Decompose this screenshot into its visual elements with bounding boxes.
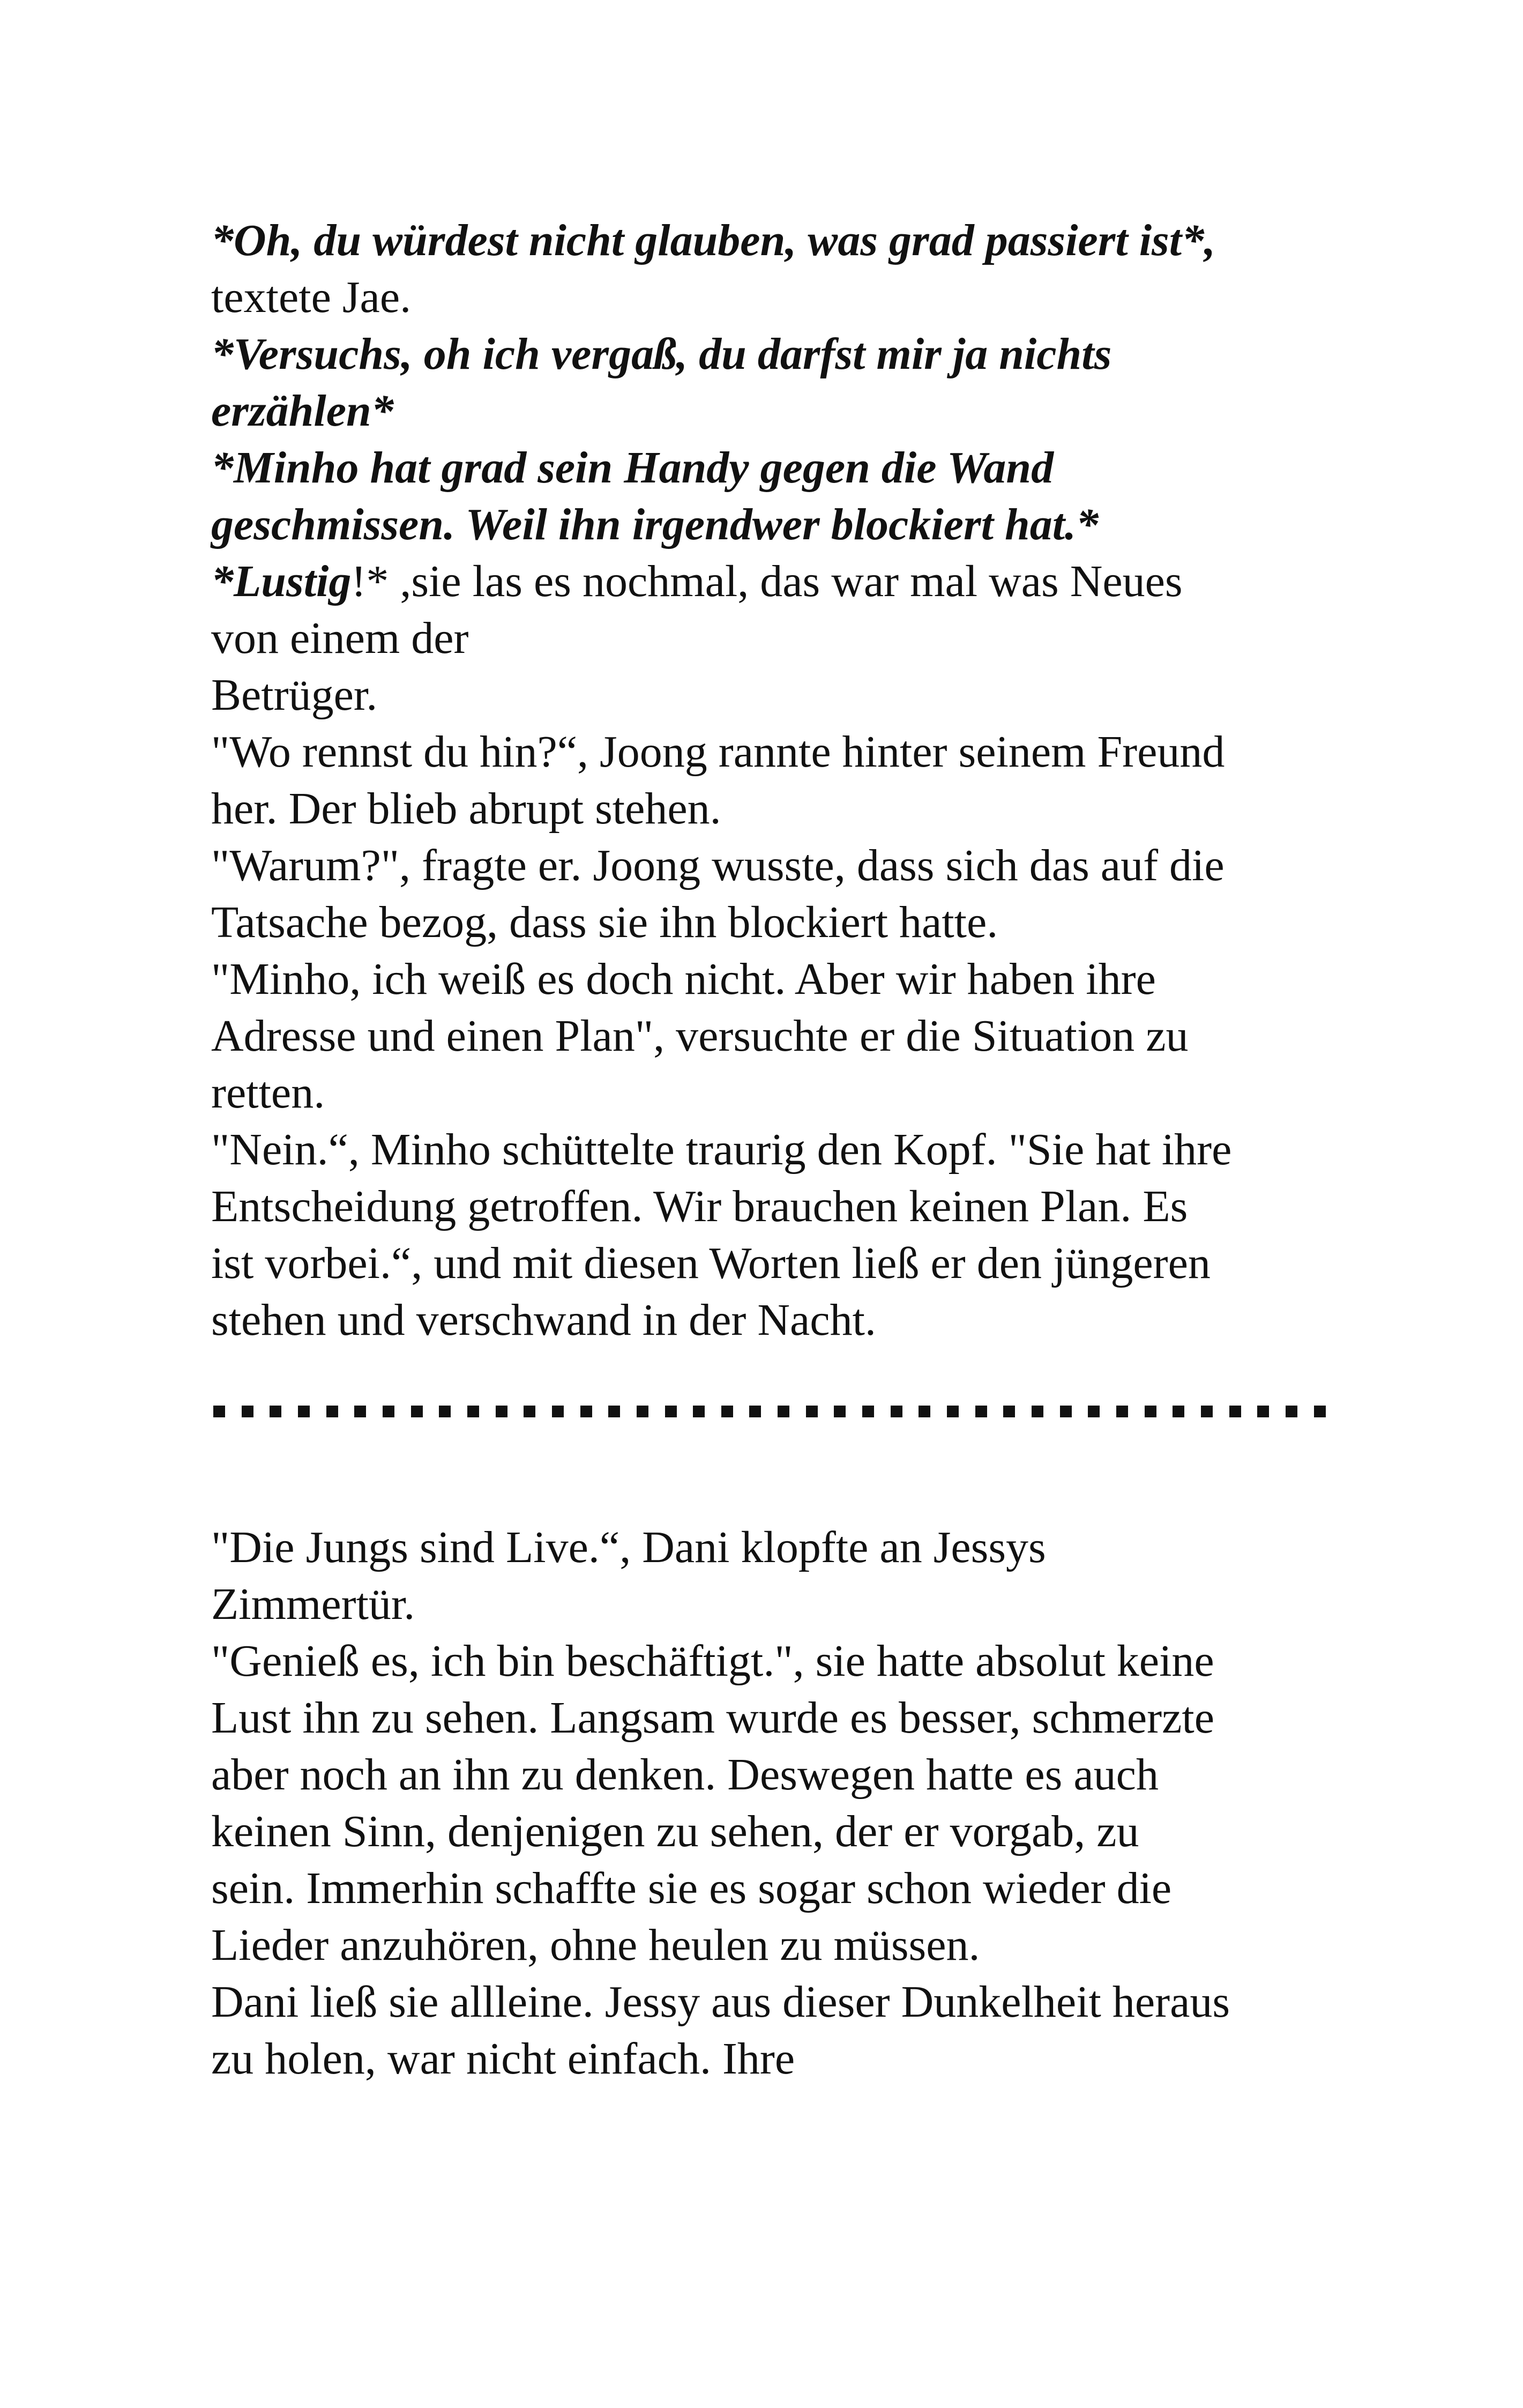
- separator-square: [637, 1406, 648, 1417]
- separator-square: [439, 1406, 451, 1417]
- separator-square: [947, 1406, 959, 1417]
- text-line: retten.: [211, 1068, 325, 1118]
- text-line: "Warum?", fragte er. Joong wusste, dass sich das auf die: [211, 841, 1225, 890]
- separator-square: [467, 1406, 479, 1417]
- separator-square: [778, 1406, 789, 1417]
- text-line: sein. Immerhin schaffte sie es sogar schon wieder die: [211, 1863, 1172, 1913]
- separator-square: [298, 1406, 310, 1417]
- text-line: *Oh, du würdest nicht glauben, was grad passiert ist*,: [211, 215, 1216, 265]
- text-line: stehen und verschwand in der Nacht.: [211, 1295, 876, 1345]
- separator-square: [411, 1406, 423, 1417]
- text-line: Lust ihn zu sehen. Langsam wurde es besser, schmerzte: [211, 1693, 1215, 1743]
- separator-square: [383, 1406, 394, 1417]
- separator-square: [693, 1406, 705, 1417]
- text-line: Tatsache bezog, dass sie ihn blockiert hatte.: [211, 897, 998, 947]
- separator-square: [496, 1406, 507, 1417]
- separator-square: [1314, 1406, 1326, 1417]
- separator-square: [665, 1406, 677, 1417]
- text-line: keinen Sinn, denjenigen zu sehen, der er vorgab, zu: [211, 1807, 1139, 1856]
- text-line: "Nein.“, Minho schüttelte traurig den Kopf. "Sie hat ihre: [211, 1125, 1232, 1175]
- document-page: [211, 212, 1326, 2087]
- text-line: Adresse und einen Plan", versuchte er die Situation zu: [211, 1011, 1189, 1061]
- text-section-2: [211, 1519, 1326, 2087]
- separator-square: [862, 1406, 874, 1417]
- text-line: Dani ließ sie allleine. Jessy aus dieser Dunkelheit heraus: [211, 1977, 1230, 2027]
- text-line: Entscheidung getroffen. Wir brauchen keinen Plan. Es: [211, 1181, 1188, 1231]
- text-line: erzählen*: [211, 386, 394, 436]
- separator-square: [1060, 1406, 1072, 1417]
- separator-square: [580, 1406, 592, 1417]
- separator-square: [1145, 1406, 1156, 1417]
- text-line: *Minho hat grad sein Handy gegen die Wand: [211, 443, 1054, 493]
- text-fragment: !* ,sie las es nochmal, das war mal was Neues: [351, 556, 1183, 606]
- separator-square: [721, 1406, 733, 1417]
- text-line: [211, 553, 1326, 610]
- text-line: "Die Jungs sind Live.“, Dani klopfte an Jessys: [211, 1522, 1046, 1572]
- separator-square: [354, 1406, 366, 1417]
- text-section-1: [211, 212, 1326, 1349]
- separator-square: [242, 1406, 253, 1417]
- separator-square: [919, 1406, 930, 1417]
- separator-square: [213, 1406, 225, 1417]
- separator-square: [524, 1406, 535, 1417]
- separator-square: [326, 1406, 338, 1417]
- text-line: Lieder anzuhören, ohne heulen zu müssen.: [211, 1920, 980, 1970]
- text-line: aber noch an ihn zu denken. Deswegen hatte es auch: [211, 1750, 1159, 1800]
- separator-square: [1201, 1406, 1213, 1417]
- text-line: Betrüger.: [211, 670, 378, 720]
- separator-square: [1229, 1406, 1241, 1417]
- separator-square: [270, 1406, 281, 1417]
- separator-square: [1116, 1406, 1128, 1417]
- separator-square: [608, 1406, 620, 1417]
- separator-square: [1032, 1406, 1043, 1417]
- separator-square: [552, 1406, 564, 1417]
- text-line: geschmissen. Weil ihn irgendwer blockiert hat.*: [211, 500, 1099, 549]
- text-line: textete Jae.: [211, 272, 412, 322]
- text-line: "Minho, ich weiß es doch nicht. Aber wir haben ihre: [211, 954, 1156, 1004]
- separator-square: [1257, 1406, 1269, 1417]
- scene-break: [211, 1349, 1326, 1462]
- separator-square: [834, 1406, 846, 1417]
- separator-square: [975, 1406, 987, 1417]
- separator-square: [806, 1406, 818, 1417]
- separator-square: [1173, 1406, 1184, 1417]
- text-line: "Genieß es, ich bin beschäftigt.", sie hatte absolut keine: [211, 1636, 1214, 1686]
- text-line: zu holen, war nicht einfach. Ihre: [211, 2034, 795, 2084]
- section-separator: [213, 1406, 1326, 1417]
- separator-square: [891, 1406, 902, 1417]
- separator-square: [749, 1406, 761, 1417]
- text-line: Zimmertür.: [211, 1579, 415, 1629]
- text-line: ist vorbei.“, und mit diesen Worten ließ er den jüngeren: [211, 1238, 1211, 1288]
- separator-square: [1003, 1406, 1015, 1417]
- separator-square: [1088, 1406, 1100, 1417]
- bold-italic-fragment: *Lustig: [211, 556, 352, 606]
- text-line: *Versuchs, oh ich vergaß, du darfst mir ja nichts: [211, 329, 1112, 379]
- text-line: von einem der: [211, 613, 469, 663]
- text-line: her. Der blieb abrupt stehen.: [211, 784, 721, 834]
- separator-square: [1286, 1406, 1297, 1417]
- text-line: "Wo rennst du hin?“, Joong rannte hinter seinem Freund: [211, 727, 1225, 777]
